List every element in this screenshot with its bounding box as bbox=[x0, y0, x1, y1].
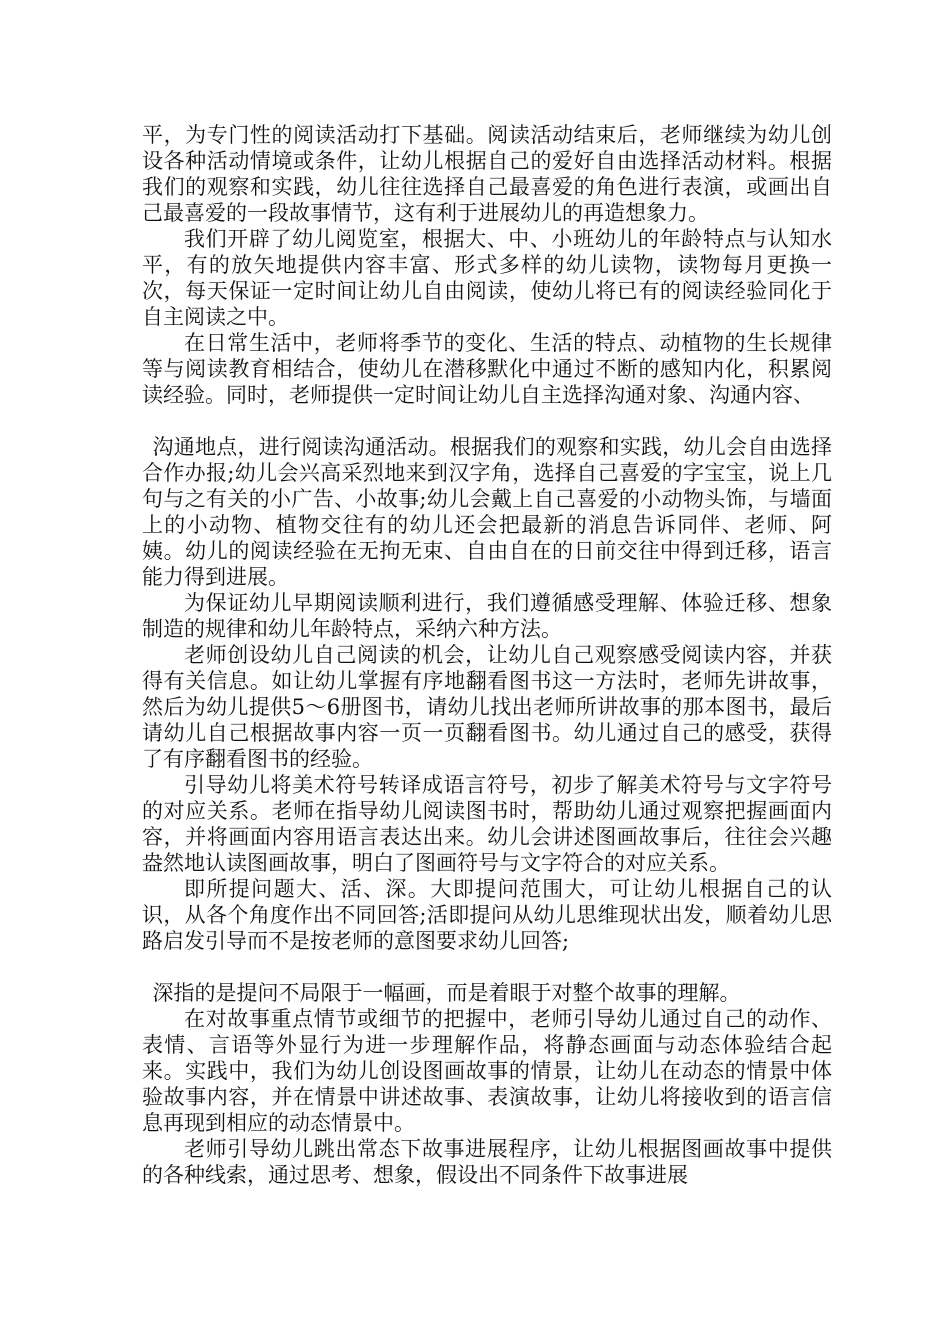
paragraph-10: 在对故事重点情节或细节的把握中，老师引导幼儿通过自己的动作、表情、言语等外显行为进一步理解作品，将静态画面与动态体验结合起来。实践中，我们为幼儿创设图画故事的情景，让幼儿在动态的情景中体验故事内容，并在情景中讲述故事、表演故事，让幼儿将接收到的语言信息再现到相应的动态情景中。 bbox=[142, 1007, 832, 1135]
page-break-gap bbox=[142, 408, 832, 434]
paragraph-4: 沟通地点，进行阅读沟通活动。根据我们的观察和实践，幼儿会自由选择合作办报;幼儿会兴高采烈地来到汉字角，选择自己喜爱的字宝宝，说上几句与之有关的小广告、小故事;幼儿会戴上自己喜爱的小动物头饰，与墙面上的小动物、植物交往有的幼儿还会把最新的消息告诉同伴、老师、阿姨。幼儿的阅读经验在无拘无束、自由自在的日前交往中得到迁移，语言能力得到进展。 bbox=[142, 435, 832, 589]
paragraph-8: 即所提问题大、活、深。大即提问范围大，可让幼儿根据自己的认识，从各个角度作出不同回答;活即提问从幼儿思维现状出发，顺着幼儿思路启发引导而不是按老师的意图要求幼儿回答; bbox=[142, 877, 832, 953]
paragraph-7: 引导幼儿将美术符号转译成语言符号，初步了解美术符号与文字符号的对应关系。老师在指导幼儿阅读图书时，帮助幼儿通过观察把握画面内容，并将画面内容用语言表达出来。幼儿会讲述图画故事后，往往会兴趣盎然地认读图画故事，明白了图画符号与文字符合的对应关系。 bbox=[142, 773, 832, 875]
page-break-gap bbox=[142, 954, 832, 980]
paragraph-3: 在日常生活中，老师将季节的变化、生活的特点、动植物的生长规律等与阅读教育相结合，使幼儿在潜移默化中通过不断的感知内化，积累阅读经验。同时，老师提供一定时间让幼儿自主选择沟通对象、沟通内容、 bbox=[142, 331, 832, 407]
paragraph-9: 深指的是提问不局限于一幅画，而是着眼于对整个故事的理解。 bbox=[152, 981, 741, 1005]
paragraph-5: 为保证幼儿早期阅读顺利进行，我们遵循感受理解、体验迁移、想象制造的规律和幼儿年龄特点，采纳六种方法。 bbox=[142, 591, 832, 641]
paragraph-2: 我们开辟了幼儿阅览室，根据大、中、小班幼儿的年龄特点与认知水平，有的放矢地提供内容丰富、形式多样的幼儿读物，读物每月更换一次，每天保证一定时间让幼儿自由阅读，使幼儿将已有的阅读经验同化于自主阅读之中。 bbox=[142, 227, 832, 329]
document-body bbox=[142, 122, 832, 1188]
paragraph-6: 老师创设幼儿自己阅读的机会，让幼儿自己观察感受阅读内容，并获得有关信息。如让幼儿掌握有序地翻看图书这一方法时，老师先讲故事，然后为幼儿提供5～6册图书，请幼儿找出老师所讲故事的那本图书，最后请幼儿自己根据故事内容一页一页翻看图书。幼儿通过自己的感受，获得了有序翻看图书的经验。 bbox=[142, 643, 832, 771]
paragraph-11: 老师引导幼儿跳出常态下故事进展程序，让幼儿根据图画故事中提供的各种线索，通过思考、想象，假设出不同条件下故事进展 bbox=[142, 1137, 832, 1187]
paragraph-1: 平，为专门性的阅读活动打下基础。阅读活动结束后，老师继续为幼儿创设各种活动情境或条件，让幼儿根据自己的爱好自由选择活动材料。根据我们的观察和实践，幼儿往往选择自己最喜爱的角色进行表演，或画出自己最喜爱的一段故事情节，这有利于进展幼儿的再造想象力。 bbox=[142, 123, 832, 225]
